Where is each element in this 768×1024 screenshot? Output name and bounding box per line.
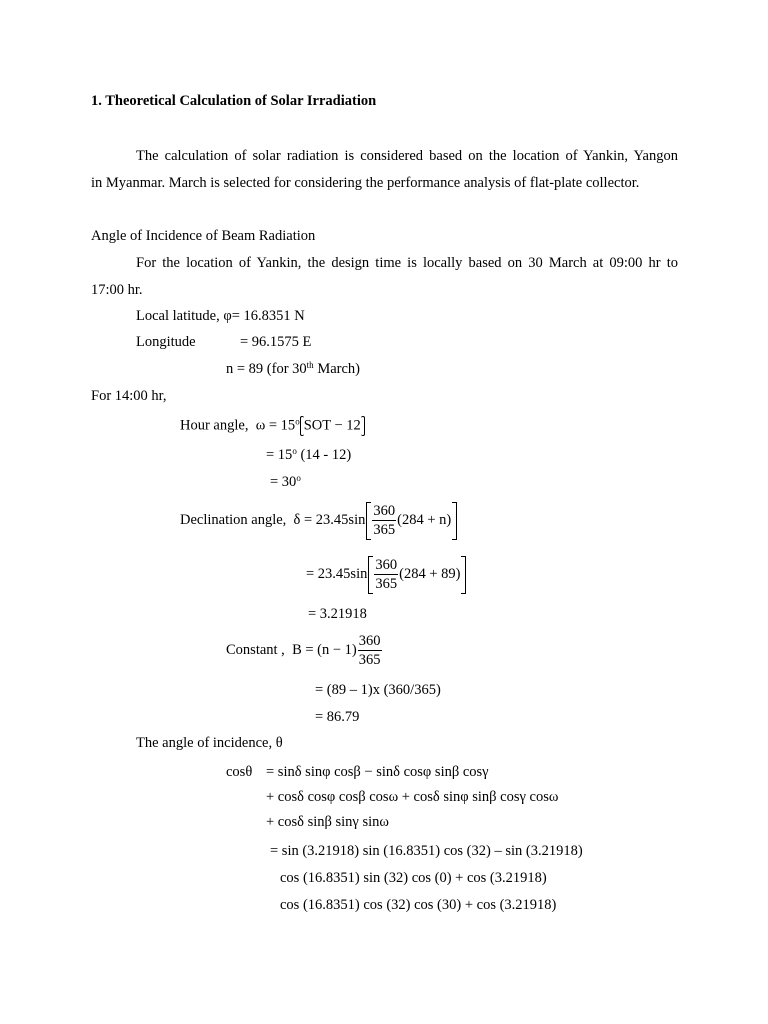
day-number-sup: th [306,360,314,370]
declination-lhs: δ = 23.45sin [293,512,366,528]
constant-b-lhs: B = (n − 1) [292,642,357,658]
incidence-formula-line-3: + cosδ sinβ sinγ sinω [266,814,389,830]
hour-angle-result [270,473,301,491]
intro-line-1: The calculation of solar radiation is considered based on the location of Yankin, Yangon [136,148,678,164]
declination-label: Declination angle, [180,512,287,528]
design-time-line-2: 17:00 hr. [91,282,143,298]
constant-b-result: = 86.79 [315,709,360,725]
incidence-substitution-1: = sin (3.21918) sin (16.8351) cos (32) – sin (3.21918) [270,843,583,859]
subheading: Angle of Incidence of Beam Radiation [91,228,316,244]
declination-result: = 3.21918 [308,606,367,622]
fraction-numerator: 360 [358,633,381,650]
hour-angle-result-value: = 30 [270,474,297,490]
hour-angle-equation [180,416,365,436]
fraction-denominator: 365 [373,521,396,538]
hour-angle-degree: o [295,416,300,427]
constant-b-label: Constant , [226,642,285,658]
hour-angle-step-1-a: = 15 [266,447,293,463]
incidence-substitution-3: cos (16.8351) cos (32) cos (30) + cos (3.21918) [280,897,557,913]
cos-theta-label: cosθ [226,764,253,780]
bracket-right [461,556,466,594]
hour-angle-step-1-degree: o [292,446,297,456]
fraction-numerator: 360 [373,503,396,520]
hour-angle-step-1 [266,446,351,464]
longitude-label: Longitude [136,334,196,350]
hour-angle-step-1-b: (14 - 12) [296,447,352,463]
fraction-numerator: 360 [375,557,398,574]
bracket-right [452,502,457,540]
declination-equation [180,498,457,542]
intro-line-2: in Myanmar. March is selected for considering the performance analysis of flat-plate collector. [91,175,640,191]
for-time-line: For 14:00 hr, [91,388,167,404]
declination-arg: (284 + n) [397,512,452,528]
hour-angle-arg: SOT − 12 [303,417,361,434]
day-number-prefix: n = 89 (for 30 [226,361,307,377]
incidence-label: The angle of incidence, θ [136,735,283,751]
longitude-value: = 96.1575 E [240,334,312,350]
constant-b-fraction [358,634,382,667]
day-number-suffix: March) [313,361,360,377]
declination-step-1-arg: (284 + 89) [399,566,461,582]
fraction-denominator: 365 [375,575,398,592]
latitude-line: Local latitude, φ= 16.8351 N [136,308,305,324]
incidence-formula-line-2: + cosδ cosφ cosβ cosω + cosδ sinφ sinβ cosγ cosω [266,789,559,805]
declination-step-1 [306,552,466,596]
declination-step-1-lhs: = 23.45sin [306,566,368,582]
incidence-substitution-2: cos (16.8351) sin (32) cos (0) + cos (3.21918) [280,870,547,886]
fraction-denominator: 365 [358,651,381,668]
constant-b-equation [226,628,383,672]
paren-right [361,416,365,436]
hour-angle-lhs: ω = 15 [255,417,296,434]
bracket-left [366,502,371,540]
hour-angle-result-degree: o [296,473,301,483]
day-number-line [226,360,360,378]
incidence-formula-line-1: = sinδ sinφ cosβ − sinδ cosφ sinβ cosγ [266,764,489,780]
design-time-line-1: For the location of Yankin, the design time is locally based on 30 March at 09:00 hr to [136,255,678,271]
hour-angle-label: Hour angle, [180,417,249,434]
bracket-left [368,556,373,594]
section-heading: 1. Theoretical Calculation of Solar Irradiation [91,93,377,109]
declination-fraction [372,504,396,537]
constant-b-step-1: = (89 – 1)x (360/365) [315,682,441,698]
declination-step-1-fraction [374,558,398,591]
